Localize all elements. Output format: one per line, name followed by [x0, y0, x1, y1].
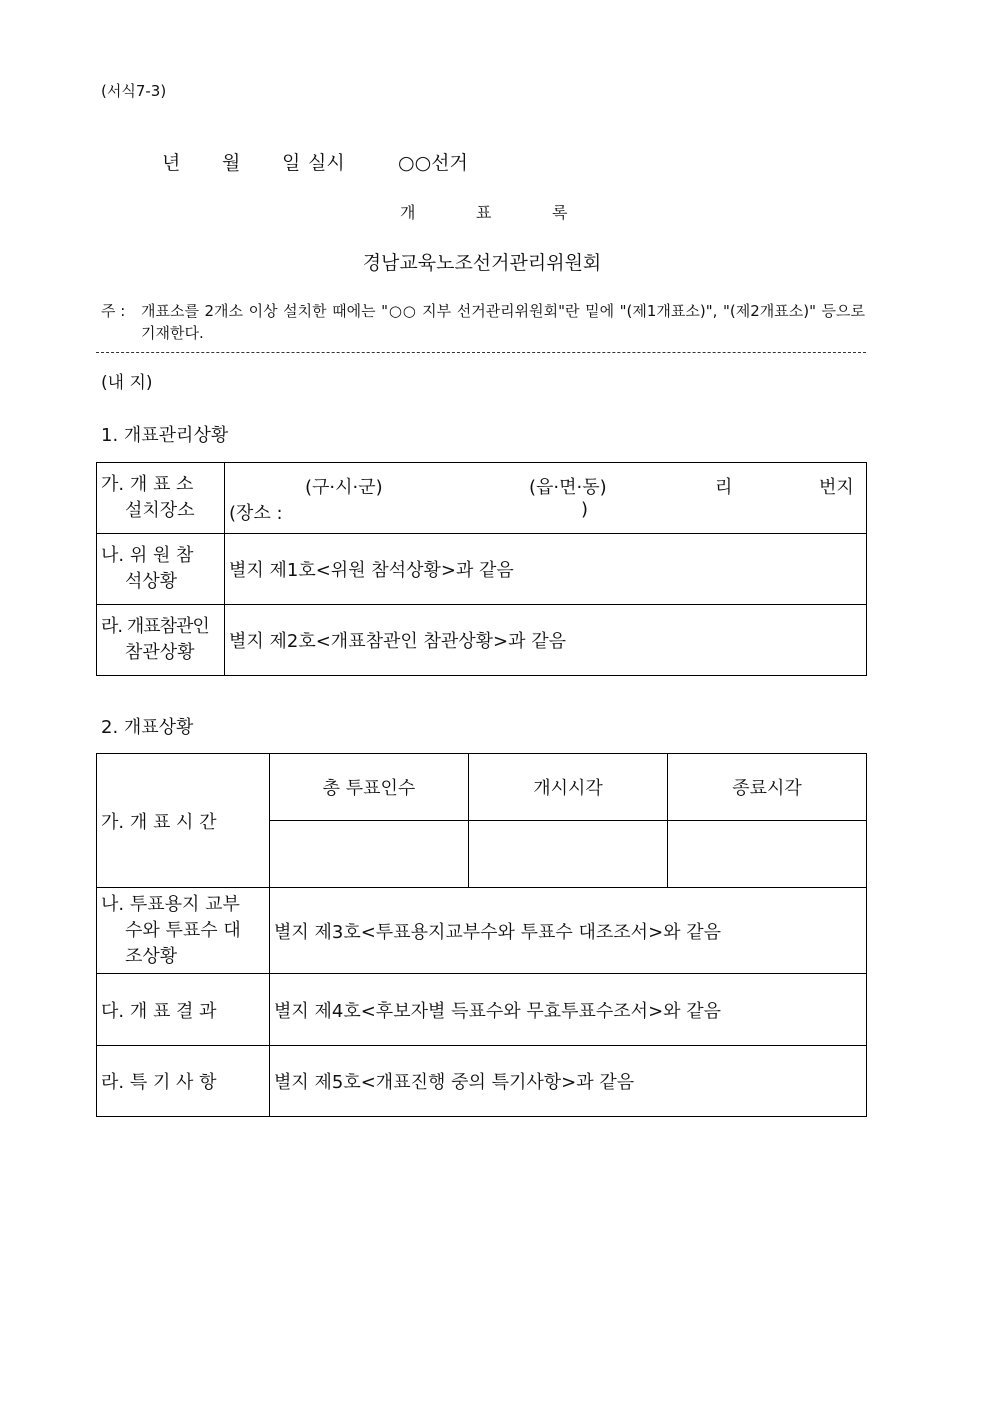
place-jangso: (장소 :	[229, 503, 283, 524]
row-label-special-notes: 라. 특 기 사 항	[97, 1046, 270, 1117]
place-eup: (읍·면·동)	[529, 477, 607, 498]
total-voters-value	[270, 821, 469, 888]
section2-heading: 2. 개표상황	[101, 717, 194, 738]
row-label-location: 가. 개 표 소 설치장소	[97, 463, 225, 534]
start-time-value	[469, 821, 668, 888]
place-gu: (구·시·군)	[305, 477, 383, 498]
title-held: 실시	[308, 152, 345, 174]
members-value: 별지 제1호<위원 참석상황>과 같음	[225, 534, 867, 605]
count-status-table	[96, 753, 867, 1117]
location-cell	[225, 463, 867, 534]
end-time-value	[668, 821, 867, 888]
title-day: 일	[282, 152, 301, 174]
title-year: 년	[162, 152, 181, 174]
special-notes-value: 별지 제5호<개표진행 중의 특기사항>과 같음	[270, 1046, 867, 1117]
count-management-table	[96, 462, 867, 676]
subtitle-char: 표	[476, 203, 492, 222]
form-code: (서식7-3)	[101, 82, 167, 100]
row-label-members: 나. 위 원 참 석상황	[97, 534, 225, 605]
observers-value: 별지 제2호<개표참관인 참관상황>과 같음	[225, 605, 867, 676]
ballot-comparison-value: 별지 제3호<투표용지교부수와 투표수 대조조서>와 같음	[270, 888, 867, 974]
column-header-total-voters: 총 투표인수	[270, 754, 469, 821]
section1-heading: 1. 개표관리상황	[101, 425, 229, 446]
place-ri: 리	[715, 477, 733, 498]
column-header-end-time: 종료시각	[668, 754, 867, 821]
title-election: ○○선거	[398, 152, 468, 174]
place-close: )	[581, 499, 589, 520]
title-month: 월	[222, 152, 241, 174]
inner-page-label: (내 지)	[101, 373, 153, 393]
row-label-count-result: 다. 개 표 결 과	[97, 974, 270, 1046]
row-label-count-time: 가. 개 표 시 간	[97, 754, 270, 888]
subtitle-char: 록	[552, 203, 568, 222]
committee-name: 경남교육노조선거관리위원회	[362, 252, 602, 274]
divider	[96, 352, 866, 353]
row-label-observers: 라. 개표참관인 참관상황	[97, 605, 225, 676]
place-bunji: 번지	[819, 477, 854, 498]
subtitle-char: 개	[400, 203, 416, 222]
note-label: 주 :	[101, 302, 126, 320]
note-text: 개표소를 2개소 이상 설치한 때에는 "○○ 지부 선거관리위원회"란 밑에 "(제1개표소)", "(제2개표소)" 등으로 기재한다.	[141, 302, 865, 342]
row-label-ballot-comparison: 나. 투표용지 교부 수와 투표수 대 조상황	[97, 888, 270, 974]
count-result-value: 별지 제4호<후보자별 득표수와 무효투표수조서>와 같음	[270, 974, 867, 1046]
column-header-start-time: 개시시각	[469, 754, 668, 821]
